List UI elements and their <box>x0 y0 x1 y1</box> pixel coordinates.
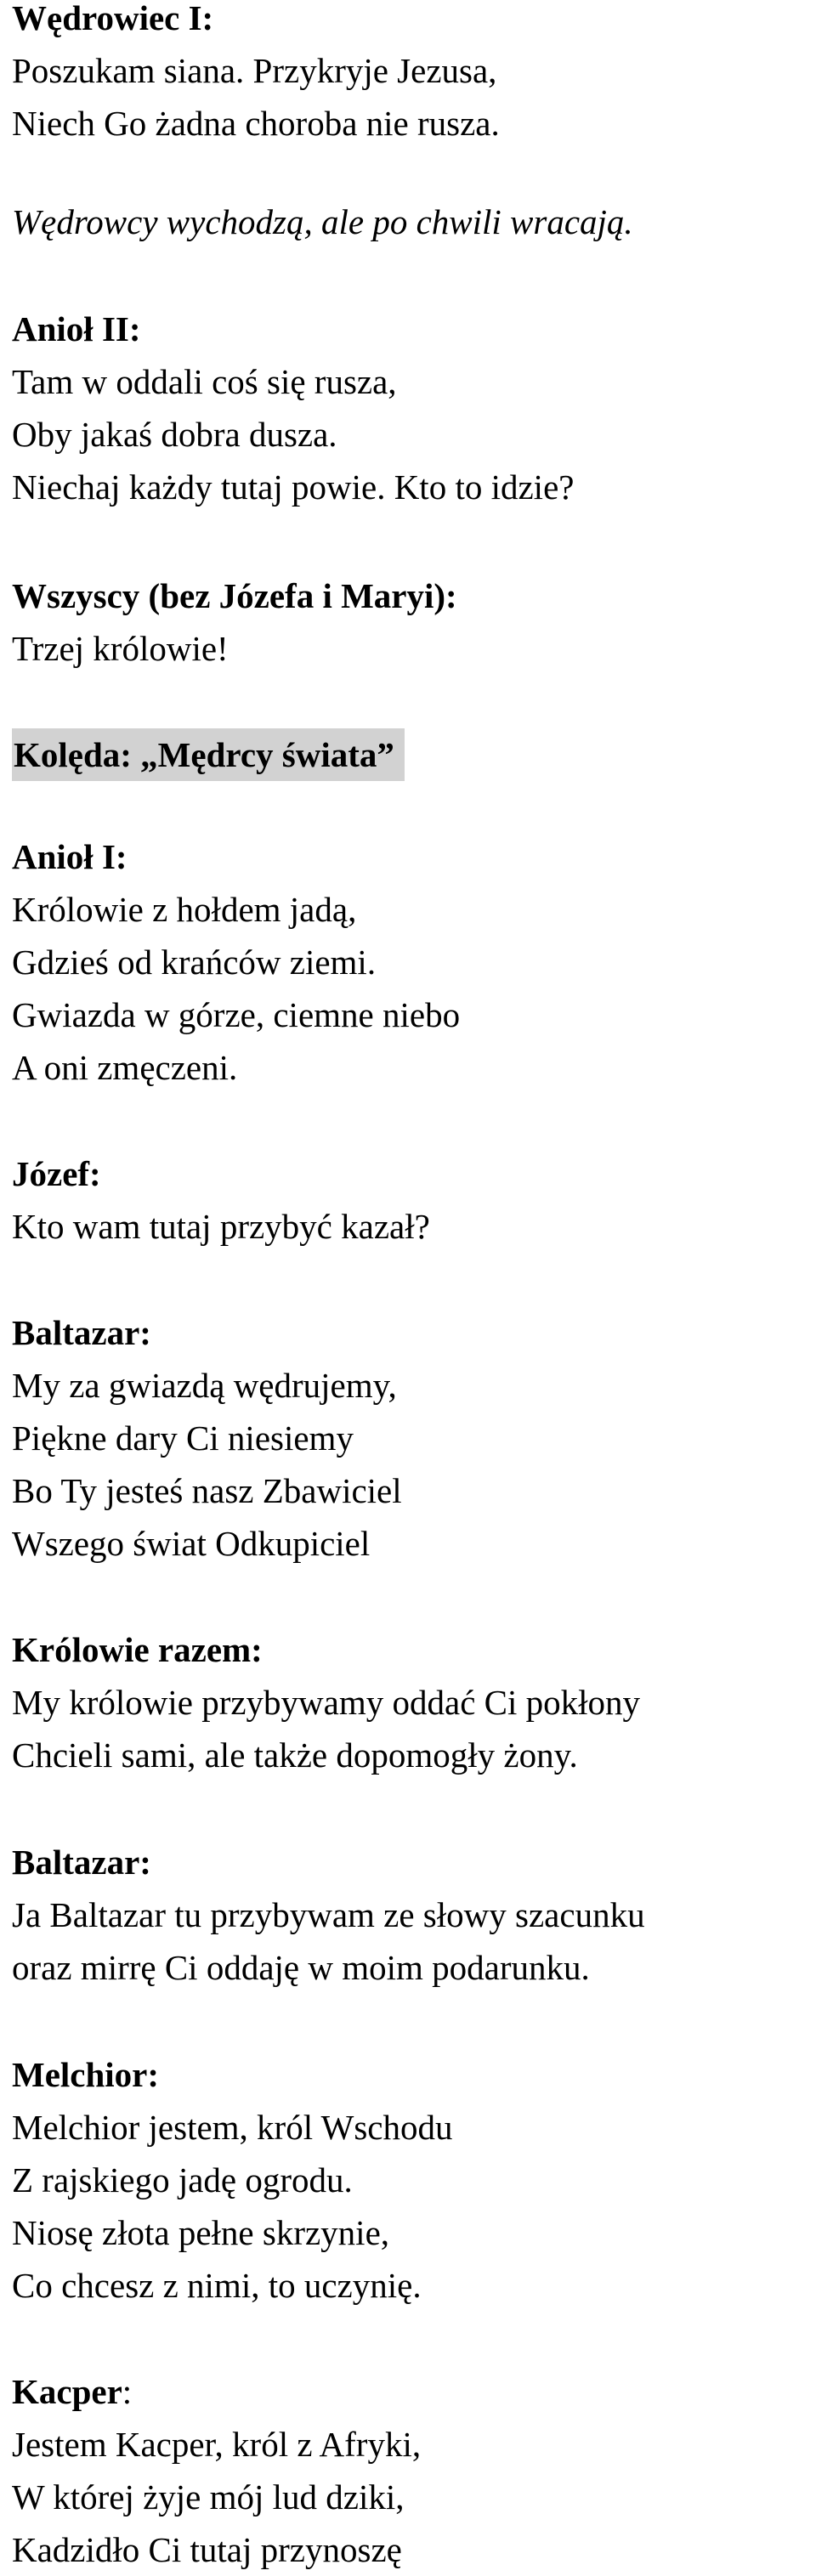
verse-line: Trzej królowie! <box>12 629 229 668</box>
speaker-name: Wędrowiec I: <box>12 0 214 37</box>
dialogue-block <box>12 2048 811 2312</box>
verse-line: Kto wam tutaj przybyć kazał? <box>12 1207 430 1246</box>
stage-direction: Wędrowcy wychodzą, ale po chwili wracają. <box>12 202 633 241</box>
carol-block <box>12 728 811 781</box>
verse-line: Niosę złota pełne skrzynie, <box>12 2213 390 2252</box>
verse-line: Melchior jestem, król Wschodu <box>12 2108 453 2147</box>
carol-title: Kolęda: „Mędrcy świata” <box>12 728 405 781</box>
verse-line: Bo Ty jesteś nasz Zbawiciel <box>12 1471 402 1510</box>
dialogue-block <box>12 303 811 513</box>
verse-line: Ja Baltazar tu przybywam ze słowy szacunku <box>12 1895 645 1934</box>
verse-line: Gdzieś od krańców ziemi. <box>12 943 377 982</box>
speaker-name: Wszyscy (bez Józefa i Maryi): <box>12 576 457 615</box>
speaker-name: Anioł I: <box>12 837 128 876</box>
dialogue-block <box>12 1306 811 1570</box>
speaker-colon: : <box>122 2372 133 2411</box>
verse-line: Oby jakaś dobra dusza. <box>12 415 337 454</box>
verse-line: A oni zmęczeni. <box>12 1048 238 1087</box>
dialogue-block <box>12 1836 811 1994</box>
speaker-name: Baltazar: <box>12 1843 151 1882</box>
verse-line: Tam w oddali coś się rusza, <box>12 362 397 401</box>
speaker-name: Anioł II: <box>12 309 141 348</box>
verse-line: Chcieli sami, ale także dopomogły żony. <box>12 1735 578 1775</box>
dialogue-block <box>12 830 811 1094</box>
stage-direction-block <box>12 195 811 248</box>
verse-line: My za gwiazdą wędrujemy, <box>12 1366 397 1405</box>
verse-line: Co chcesz z nimi, to uczynię. <box>12 2266 422 2305</box>
dialogue-block <box>12 1147 811 1253</box>
speaker-name: Królowie razem: <box>12 1630 263 1669</box>
verse-line: Piękne dary Ci niesiemy <box>12 1418 354 1458</box>
dialogue-block <box>12 1623 811 1781</box>
verse-line: My królowie przybywamy oddać Ci pokłony <box>12 1683 641 1722</box>
speaker-name: Baltazar: <box>12 1313 151 1352</box>
speaker-name: Józef: <box>12 1154 101 1193</box>
speaker-name-text: Kacper <box>12 2372 122 2411</box>
verse-line: Z rajskiego jadę ogrodu. <box>12 2160 353 2200</box>
speaker-name <box>12 2365 811 2418</box>
verse-line: Gwiazda w górze, ciemne niebo <box>12 995 461 1034</box>
verse-line: Kadzidło Ci tutaj przynoszę <box>12 2530 402 2569</box>
verse-line: Niech Go żadna choroba nie rusza. <box>12 104 500 143</box>
dialogue-block <box>12 2365 811 2576</box>
verse-line: Wszego świat Odkupiciel <box>12 1524 371 1563</box>
verse-line: Niechaj każdy tutaj powie. Kto to idzie? <box>12 467 575 507</box>
verse-line: W której żyje mój lud dziki, <box>12 2477 405 2517</box>
verse-line: Królowie z hołdem jadą, <box>12 890 357 929</box>
verse-line: oraz mirrę Ci oddaję w moim podarunku. <box>12 1948 590 1987</box>
dialogue-block <box>12 0 811 150</box>
dialogue-block <box>12 569 811 675</box>
speaker-name: Melchior: <box>12 2055 160 2094</box>
verse-line: Jestem Kacper, król z Afryki, <box>12 2425 422 2464</box>
verse-line: Poszukam siana. Przykryje Jezusa, <box>12 51 497 90</box>
